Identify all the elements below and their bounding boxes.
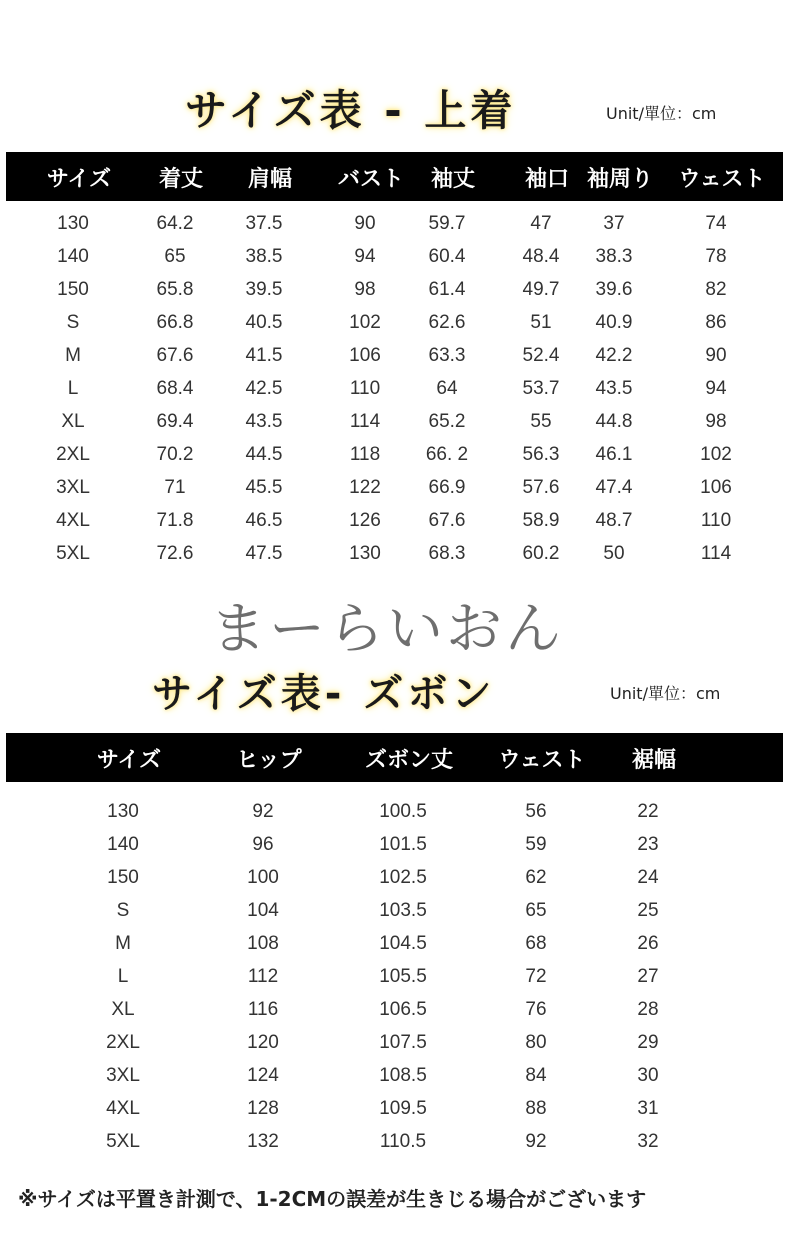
top-cell: 41.5: [245, 345, 283, 366]
bottom-cell: 28: [637, 999, 659, 1020]
bottom-cell: L: [117, 966, 129, 987]
top-header-cell: 袖周り: [586, 167, 654, 192]
table-row: [0, 867, 790, 900]
top-cell: 47: [530, 213, 552, 234]
bottom-cell: 100.5: [379, 801, 427, 822]
bottom-cell: 112: [247, 966, 279, 987]
bottom-header-cell: 裾幅: [631, 748, 677, 773]
top-cell: 58.9: [522, 510, 560, 531]
top-cell: 47.4: [595, 477, 633, 498]
table-row: [0, 1032, 790, 1065]
bottom-cell: 32: [637, 1131, 659, 1152]
bottom-cell: 104.5: [379, 933, 427, 954]
top-cell: 68.4: [156, 378, 194, 399]
top-cell: 62.6: [428, 312, 466, 333]
bottom-unit-label: Unit/單位：cm: [610, 684, 721, 703]
top-cell: 66.8: [156, 312, 194, 333]
bottom-cell: 62: [525, 867, 547, 888]
top-cell: 40.9: [595, 312, 633, 333]
bottom-cell: 56: [525, 801, 547, 822]
table-row: [0, 345, 790, 378]
bottom-table-title: サイズ表- ズボン: [152, 671, 496, 717]
bottom-table-header: [6, 733, 783, 782]
top-cell: 46.1: [595, 444, 633, 465]
top-cell: 64: [436, 378, 458, 399]
table-row: [0, 213, 790, 246]
table-row: [0, 999, 790, 1032]
top-cell: 2XL: [56, 444, 90, 465]
top-table-title: サイズ表 - 上着: [185, 86, 517, 135]
top-cell: 5XL: [56, 543, 90, 564]
top-cell: L: [67, 378, 79, 399]
measurement-footnote: ※サイズは平置き計測で、1-2CMの誤差が生きじる場合がございます: [18, 1187, 647, 1211]
table-row: [0, 378, 790, 411]
top-cell: 37.5: [245, 213, 283, 234]
bottom-cell: 96: [252, 834, 274, 855]
bottom-cell: 22: [637, 801, 659, 822]
top-cell: 110: [349, 378, 381, 399]
bottom-cell: 25: [637, 900, 659, 921]
bottom-cell: 108.5: [379, 1065, 427, 1086]
bottom-cell: 140: [107, 834, 139, 855]
table-row: [0, 1131, 790, 1164]
top-cell: 38.3: [595, 246, 633, 267]
top-cell: 55: [530, 411, 552, 432]
top-cell: 82: [705, 279, 727, 300]
top-cell: 106: [700, 477, 732, 498]
table-row: [0, 246, 790, 279]
bottom-cell: 59: [525, 834, 547, 855]
top-cell: 43.5: [595, 378, 633, 399]
top-cell: 40.5: [245, 312, 283, 333]
bottom-cell: 76: [525, 999, 547, 1020]
bottom-cell: 72: [525, 966, 547, 987]
bottom-header-cell: ズボン丈: [364, 748, 454, 773]
top-cell: 61.4: [428, 279, 466, 300]
top-cell: 42.5: [245, 378, 283, 399]
bottom-cell: 110.5: [379, 1131, 427, 1152]
top-header-cell: 袖丈: [430, 167, 476, 192]
bottom-cell: 29: [637, 1032, 659, 1053]
bottom-cell: 5XL: [106, 1131, 140, 1152]
top-cell: 130: [349, 543, 381, 564]
top-cell: 43.5: [245, 411, 283, 432]
bottom-cell: 109.5: [379, 1098, 427, 1119]
bottom-cell: 124: [247, 1065, 279, 1086]
top-cell: 49.7: [522, 279, 560, 300]
top-cell: 67.6: [156, 345, 194, 366]
top-cell: 37: [603, 213, 625, 234]
table-row: [0, 543, 790, 576]
bottom-header-cell: ウェスト: [498, 748, 586, 773]
top-cell: 70.2: [156, 444, 194, 465]
top-cell: 60.2: [522, 543, 560, 564]
top-cell: 60.4: [428, 246, 466, 267]
top-cell: XL: [61, 411, 85, 432]
top-cell: 65.8: [156, 279, 194, 300]
top-cell: 44.5: [245, 444, 283, 465]
top-header-cell: 着丈: [158, 167, 204, 192]
top-cell: 59.7: [428, 213, 466, 234]
top-cell: 72.6: [156, 543, 194, 564]
top-cell: 150: [57, 279, 89, 300]
bottom-cell: 88: [525, 1098, 547, 1119]
top-table-header: [6, 152, 783, 201]
top-cell: 130: [57, 213, 89, 234]
top-cell: 50: [603, 543, 625, 564]
top-cell: 39.5: [245, 279, 283, 300]
table-row: [0, 1098, 790, 1131]
top-cell: 51: [530, 312, 552, 333]
top-header-cell: サイズ: [46, 167, 112, 192]
top-cell: 98: [354, 279, 376, 300]
bottom-cell: 4XL: [106, 1098, 140, 1119]
top-cell: 106: [349, 345, 381, 366]
top-cell: 63.3: [428, 345, 466, 366]
top-header-cell: 袖口: [524, 167, 570, 192]
table-row: [0, 411, 790, 444]
bottom-cell: 106.5: [379, 999, 427, 1020]
top-cell: 4XL: [56, 510, 90, 531]
top-cell: 47.5: [245, 543, 283, 564]
top-cell: 126: [349, 510, 381, 531]
bottom-header-cell: ヒップ: [236, 748, 302, 773]
top-cell: 86: [705, 312, 727, 333]
bottom-cell: 30: [637, 1065, 659, 1086]
top-header-cell: ウェスト: [678, 167, 766, 192]
top-cell: 48.7: [595, 510, 633, 531]
top-cell: 38.5: [245, 246, 283, 267]
top-cell: 44.8: [595, 411, 633, 432]
top-header-cell: 肩幅: [247, 167, 293, 192]
bottom-cell: S: [116, 900, 130, 921]
top-cell: 94: [705, 378, 727, 399]
bottom-cell: 27: [637, 966, 659, 987]
top-cell: 78: [705, 246, 727, 267]
bottom-cell: 100: [247, 867, 279, 888]
bottom-cell: 31: [637, 1098, 659, 1119]
top-cell: 71.8: [156, 510, 194, 531]
top-cell: 64.2: [156, 213, 194, 234]
bottom-cell: 103.5: [379, 900, 427, 921]
top-cell: 39.6: [595, 279, 633, 300]
table-row: [0, 477, 790, 510]
bottom-cell: 132: [247, 1131, 279, 1152]
top-cell: 66.9: [428, 477, 466, 498]
bottom-cell: 26: [637, 933, 659, 954]
top-header-cell: バスト: [337, 167, 405, 192]
top-cell: 94: [354, 246, 376, 267]
top-cell: 102: [349, 312, 381, 333]
top-cell: 98: [705, 411, 727, 432]
top-cell: 74: [705, 213, 727, 234]
table-row: [0, 801, 790, 834]
bottom-cell: 3XL: [106, 1065, 140, 1086]
top-cell: 45.5: [245, 477, 283, 498]
bottom-cell: XL: [111, 999, 135, 1020]
table-row: [0, 834, 790, 867]
table-row: [0, 966, 790, 999]
top-cell: 69.4: [156, 411, 194, 432]
bottom-cell: 102.5: [379, 867, 427, 888]
top-cell: 65.2: [428, 411, 466, 432]
top-cell: 71: [164, 477, 186, 498]
top-cell: 56.3: [522, 444, 560, 465]
top-cell: 53.7: [522, 378, 560, 399]
bottom-cell: 108: [247, 933, 279, 954]
bottom-cell: 84: [525, 1065, 547, 1086]
top-cell: 48.4: [522, 246, 560, 267]
top-cell: 42.2: [595, 345, 633, 366]
top-cell: M: [65, 345, 81, 366]
table-row: [0, 1065, 790, 1098]
top-cell: 122: [349, 477, 381, 498]
table-row: [0, 279, 790, 312]
bottom-cell: 23: [637, 834, 659, 855]
top-cell: 57.6: [522, 477, 560, 498]
bottom-cell: 130: [107, 801, 139, 822]
bottom-cell: 68: [525, 933, 547, 954]
bottom-cell: 2XL: [106, 1032, 140, 1053]
bottom-cell: 80: [525, 1032, 547, 1053]
bottom-cell: M: [115, 933, 131, 954]
bottom-cell: 101.5: [379, 834, 427, 855]
top-cell: 66. 2: [425, 444, 469, 465]
bottom-cell: 116: [247, 999, 279, 1020]
table-row: [0, 510, 790, 543]
bottom-cell: 65: [525, 900, 547, 921]
top-cell: 67.6: [428, 510, 466, 531]
bottom-cell: 120: [247, 1032, 279, 1053]
top-cell: 114: [349, 411, 381, 432]
bottom-cell: 92: [525, 1131, 547, 1152]
top-cell: 102: [700, 444, 732, 465]
table-row: [0, 444, 790, 477]
brand-logo-text: まーらいおん: [210, 597, 564, 662]
top-cell: 3XL: [56, 477, 90, 498]
top-cell: 90: [705, 345, 727, 366]
bottom-header-cell: サイズ: [96, 748, 162, 773]
top-cell: 52.4: [522, 345, 560, 366]
top-cell: 68.3: [428, 543, 466, 564]
top-unit-label: Unit/單位：cm: [606, 104, 717, 123]
top-cell: 110: [700, 510, 732, 531]
top-cell: 114: [700, 543, 732, 564]
top-cell: 118: [349, 444, 381, 465]
table-row: [0, 900, 790, 933]
top-cell: S: [66, 312, 80, 333]
bottom-cell: 105.5: [379, 966, 427, 987]
bottom-cell: 92: [252, 801, 274, 822]
top-cell: 46.5: [245, 510, 283, 531]
table-row: [0, 933, 790, 966]
bottom-cell: 24: [637, 867, 659, 888]
bottom-cell: 107.5: [379, 1032, 427, 1053]
top-cell: 90: [354, 213, 376, 234]
top-cell: 140: [57, 246, 89, 267]
bottom-cell: 128: [247, 1098, 279, 1119]
bottom-cell: 104: [247, 900, 279, 921]
top-cell: 65: [164, 246, 186, 267]
table-row: [0, 312, 790, 345]
bottom-cell: 150: [107, 867, 139, 888]
